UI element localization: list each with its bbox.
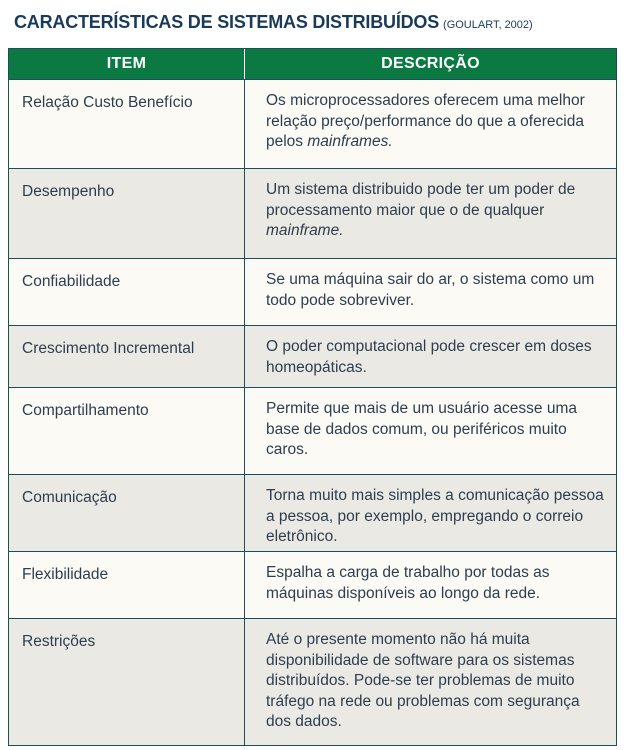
row-item: Flexibilidade	[9, 552, 245, 618]
table-title	[14, 12, 614, 33]
row-description: Espalha a carga de trabalho por todas as máquinas disponíveis ao longo da rede.	[266, 564, 550, 602]
row-description	[245, 80, 616, 168]
row-item: Relação Custo Benefício	[9, 80, 245, 168]
table-row	[9, 619, 616, 745]
row-description: O poder computacional pode crescer em doses homeopáticas.	[266, 338, 592, 376]
title-main: CARACTERÍSTICAS DE SISTEMAS DISTRIBUÍDOS	[14, 12, 440, 32]
header-description: DESCRIÇÃO	[381, 55, 480, 72]
table-row	[9, 169, 616, 259]
row-description: Se uma máquina sair do ar, o sistema como um todo pode sobreviver.	[266, 271, 595, 309]
description-emphasis: mainframe.	[266, 222, 344, 239]
row-item: Comunicação	[9, 475, 245, 551]
row-description: Até o presente momento não há muita disponibilidade de software para os sistemas distribuídos. Pode-se ter problemas de muito tráfego na rede ou problemas com segurança dos dados.	[266, 631, 580, 730]
table-row	[9, 326, 616, 388]
row-item: Desempenho	[9, 169, 245, 258]
table-header	[9, 49, 616, 80]
table-row	[9, 552, 616, 619]
table-row	[9, 80, 616, 169]
row-item: Confiabilidade	[9, 259, 245, 325]
title-citation: (GOULART, 2002)	[443, 19, 533, 31]
characteristics-table	[8, 48, 617, 746]
table-row	[9, 259, 616, 326]
description-emphasis: mainframes.	[307, 133, 393, 150]
header-item: ITEM	[9, 49, 245, 79]
row-description: Torna muito mais simples a comunicação pessoa a pessoa, por exemplo, empregando o correio eletrônico.	[266, 487, 604, 545]
row-description	[245, 169, 616, 258]
table-row	[9, 388, 616, 475]
row-item: Crescimento Incremental	[9, 326, 245, 387]
table-row	[9, 475, 616, 552]
row-item: Restrições	[9, 619, 245, 745]
row-description: Permite que mais de um usuário acesse uma base de dados comum, ou periféricos muito caros.	[266, 400, 578, 458]
row-item: Compartilhamento	[9, 388, 245, 474]
description-text: Um sistema distribuido pode ter um poder de processamento maior que o de qualquer	[266, 181, 576, 219]
description-text: Os microprocessadores oferecem uma melhor relação preço/performance do que a oferecida pelos	[266, 92, 585, 150]
